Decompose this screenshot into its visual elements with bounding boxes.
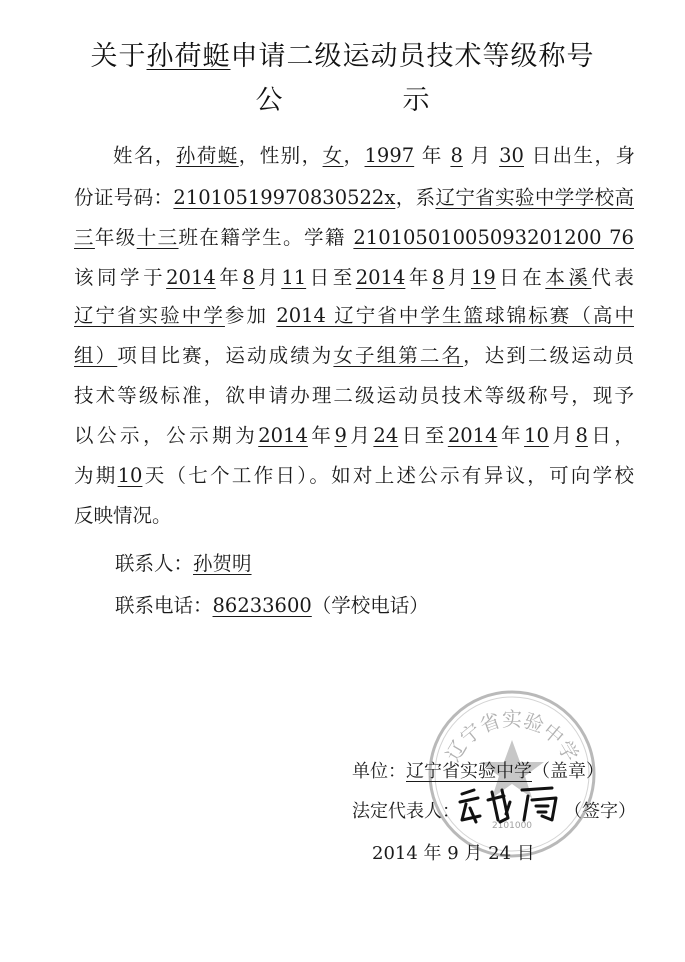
contact-phone: 联系电话：86233600（学校电话） (115, 594, 429, 617)
handwritten-signature (452, 780, 572, 830)
student-gender: 女 (322, 144, 344, 167)
unit-name: 辽宁省实验中学 (406, 761, 532, 782)
title-line-2: 公示 (255, 85, 550, 116)
body-line-3: 三年级十三班在籍学生。学籍 21010501005093201200 76 (74, 226, 634, 249)
body-line-10: 反映情况。 (74, 504, 172, 527)
seal-text: 辽宁省实验中学 (440, 706, 584, 766)
unit-line: 单位：辽宁省实验中学（盖章） (352, 761, 604, 782)
result: 女子组第二名 (333, 344, 464, 367)
date-line: 2014 年 9 月 24 日 (372, 843, 535, 864)
body-line-2: 份证号码：21010519970830522x，系辽宁省实验中学学校高 (74, 186, 634, 209)
seal-number: 2101000 (491, 821, 533, 831)
event-name: 2014 辽宁省中学生篮球锦标赛（高中 (276, 304, 634, 327)
body-line-8: 以公示，公示期为2014年9月24日至2014年10月8日， (74, 424, 634, 447)
title-suffix: 申请二级运动员技术等级称号 (230, 41, 595, 72)
student-name: 孙荷蜓 (175, 144, 239, 167)
school-name: 辽宁省实验中学学校高 (435, 186, 634, 209)
body-line-4: 该同学于2014年8月11日至2014年8月19日在本溪代表 (74, 266, 634, 289)
title-line-1 (0, 34, 685, 73)
body-line-9: 为期10天（七个工作日）。如对上述公示有异议，可向学校 (74, 464, 634, 487)
registration-number: 21010501005093201200 76 (353, 226, 634, 249)
representative-line: 法定代表人： （签字） (352, 801, 636, 822)
contact-person: 联系人：孙贺明 (115, 552, 252, 575)
title-prefix: 关于 (90, 41, 147, 72)
id-number: 21010519970830522x (173, 186, 396, 209)
body-line-1: 姓名，孙荷蜓，性别，女，1997 年 8 月 30 日出生，身 (113, 144, 635, 167)
body-line-7: 技术等级标准，欲申请办理二级运动员技术等级称号，现予 (74, 384, 634, 407)
body-line-6: 组）项目比赛，运动成绩为女子组第二名，达到二级运动员 (74, 344, 634, 367)
title-name: 孙荷蜓 (146, 41, 231, 72)
body-line-5: 辽宁省实验中学参加 2014 辽宁省中学生篮球锦标赛（高中 (74, 304, 634, 327)
